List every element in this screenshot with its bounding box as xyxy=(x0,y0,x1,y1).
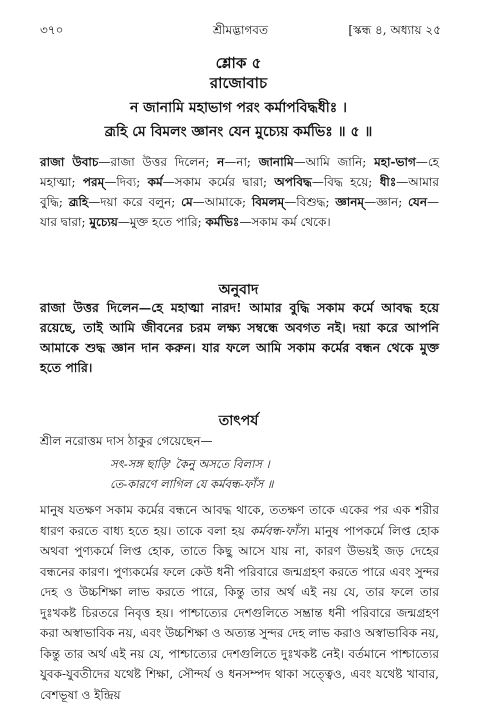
synonym-word: ধীঃ xyxy=(379,175,397,189)
page-header xyxy=(40,22,441,42)
synonyms xyxy=(40,152,439,232)
verse-line-1: ন জানামি মহাভাগ পরং কর্মাপবিদ্ধধীঃ । xyxy=(129,100,348,116)
synonym-word: পরম্ xyxy=(82,175,105,189)
synonym-meaning: —না; xyxy=(224,155,259,169)
synonym-word: ন xyxy=(217,155,225,169)
book-title: শ্রীমদ্ভাগবত xyxy=(212,23,268,37)
synonym-word: মে xyxy=(181,195,193,209)
purport-title: তাৎপর্য xyxy=(218,413,259,429)
verse-line-2: ব্রূহি মে বিমলং জ্ঞানং যেন মুচ্যেয় কর্মভিঃ ॥ ৫ ॥ xyxy=(104,124,373,140)
synonym-meaning: —দিব্য; xyxy=(104,175,148,189)
synonym-meaning: —জ্ঞান; xyxy=(364,195,409,209)
synonym-word: মুচ্যেয় xyxy=(89,215,118,229)
synonym-meaning: —সকাম কর্ম থেকে। xyxy=(239,215,331,229)
synonym-meaning: —সকাম কর্মের দ্বারা; xyxy=(162,175,275,189)
synonym-word: জানামি xyxy=(258,155,294,169)
synonym-word: বিমলম্ xyxy=(251,195,285,209)
purport-text-1: মানুষ যতক্ষণ সকাম কর্মের বন্ধনে আবদ্ধ থাকে, ততক্ষণ তাকে একের পর এক শরীর ধারণ করতে বাধ্য হতে হয়। তাকে বলা হয় xyxy=(40,503,439,538)
purport-text-2: । মানুষ পাপকর্মে লিপ্ত হোক অথবা পুণ্যকর্মে লিপ্ত হোক, তাতে কিছু আসে যায় না, কারণ উভয়ই জড় দেহের বন্ধনের কারণ। পুণ্যকর্মের ফলে কেউ ধনী পরিবারে জন্মগ্রহণ করতে পারে এবং সুন্দর দেহ ও উচ্চশিক্ষা লাভ করতে পারে, কিন্তু তার অর্থ এই নয় যে, তার ফলে তার দুঃখকষ্ট চিরতরে নিবৃত্ত হয়। পাশ্চাত্যের দেশগুলিতে সম্ভ্রান্ত ধনী পরিবারে জন্মগ্রহণ করা অস্বাভাবিক নয়, এবং উচ্চশিক্ষা ও অত্যন্ত সুন্দর দেহ লাভ করাও অস্বাভাবিক নয়, কিন্তু তার অর্থ এই নয় যে, পাশ্চাত্যের দেশগুলিতে দুঃখকষ্ট নেই। বর্তমানে পাশ্চাত্যের যুবক-যুবতীদের যথেষ্ট শিক্ষা, সৌন্দর্য ও ধনসম্পদ থাকা সত্ত্বেও, এবং যথেষ্ট খাবার, বেশভূষা ও ইন্দ্রিয় xyxy=(40,523,439,702)
synonym-meaning: —দয়া করে বলুন; xyxy=(88,195,182,209)
synonym-meaning: —যার দ্বারা; xyxy=(40,195,439,229)
synonym-meaning: —হে মহাত্মা; xyxy=(40,155,439,189)
synonym-meaning: —রাজা উত্তর দিলেন; xyxy=(98,155,218,169)
purport-intro: শ্রীল নরোত্তম দাস ঠাকুর গেয়েছেন— xyxy=(40,434,213,448)
chapter-location: [স্কন্ধ ৪, অধ্যায় ২৫ xyxy=(348,23,441,37)
synonym-meaning: —আমার বুদ্ধি; xyxy=(40,175,439,209)
synonym-meaning: —মুক্ত হতে পারি; xyxy=(117,215,206,229)
verse-heading: শ্লোক ৫ xyxy=(215,54,262,72)
synonym-word: মহা-ভাগ xyxy=(374,155,416,169)
purport-term: কর্মবন্ধ-ফাঁস xyxy=(249,523,306,538)
synonym-word: ব্রূহি xyxy=(68,195,89,209)
synonym-word: কর্ম xyxy=(147,175,163,189)
translation-title: অনুবাদ xyxy=(218,282,259,298)
synonym-word: অপবিদ্ধ xyxy=(274,175,312,189)
page-number: ৩৭০ xyxy=(40,23,64,37)
synonym-meaning: —আমাকে; xyxy=(192,195,252,209)
synonym-meaning: —বিশুদ্ধ; xyxy=(284,195,336,209)
synonym-word: যেন xyxy=(408,195,427,209)
translation-text: রাজা উত্তর দিলেন—হে মহাত্মা নারদ! আমার বুদ্ধি সকাম কর্মে আবদ্ধ হয়ে রয়েছে, তাই আমি জীবনের চরম লক্ষ্য সম্বন্ধে অবগত নই। দয়া করে আপনি আমাকে শুদ্ধ জ্ঞান দান করুন। যার ফলে আমি সকাম কর্মের বন্ধন থেকে মুক্ত হতে পারি। xyxy=(40,300,439,375)
verse-speaker: রাজোবাচ xyxy=(209,74,268,92)
synonym-word: জ্ঞানম্ xyxy=(335,195,365,209)
synonym-meaning: —আমি জানি; xyxy=(293,155,375,169)
synonym-meaning: —বিদ্ধ হয়ে; xyxy=(311,175,380,189)
purport-text xyxy=(40,500,439,705)
poem-line-1: সৎ-সঙ্গ ছাড়ি' কৈনু অসতে বিলাস । xyxy=(110,457,270,471)
synonym-word: কর্মভিঃ xyxy=(205,215,240,229)
poem-line-2: তে-কারণে লাগিল যে কর্মবন্ধ-ফাঁস ॥ xyxy=(110,477,274,491)
synonym-word: রাজা উবাচ xyxy=(40,155,99,169)
